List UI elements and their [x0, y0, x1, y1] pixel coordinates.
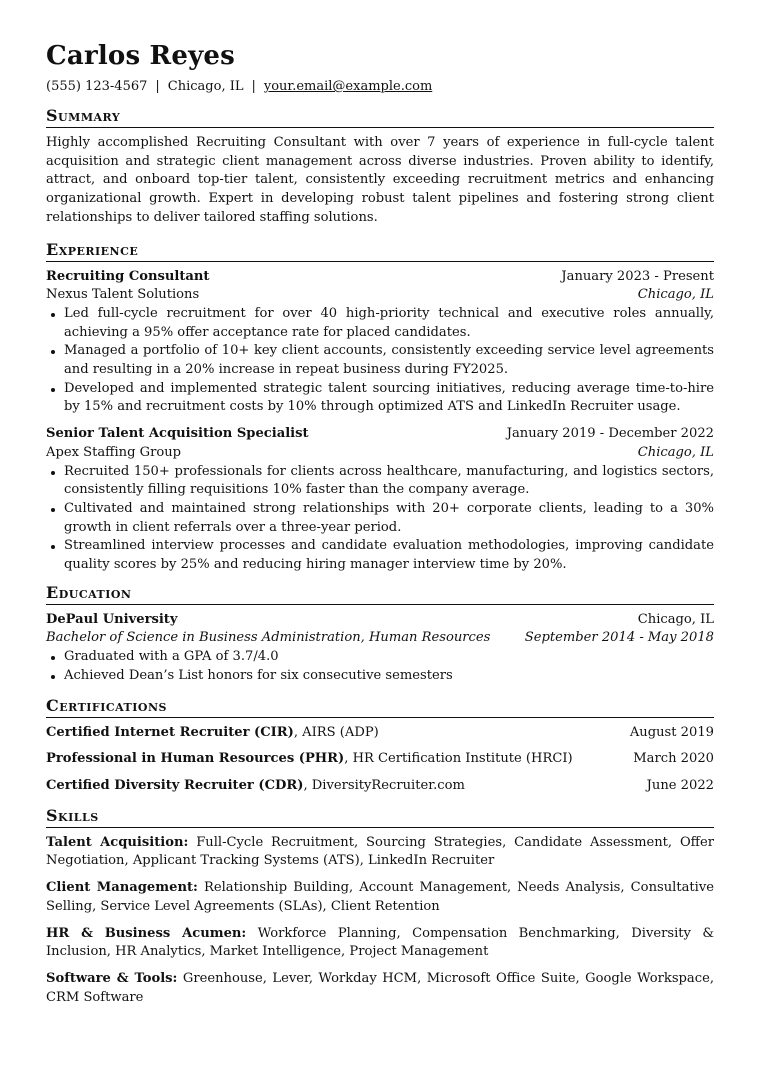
separator: |: [155, 79, 160, 94]
job-title: Senior Talent Acquisition Specialist: [46, 426, 309, 442]
skill-row: [46, 925, 714, 962]
certification-date: March 2020: [633, 751, 714, 767]
certification-name: Professional in Human Resources (PHR): [46, 751, 345, 767]
skills-section: [46, 806, 714, 1008]
certification-issuer: , HR Certification Institute (HRCI): [344, 751, 573, 767]
separator: |: [251, 79, 256, 94]
certification-name: Certified Diversity Recruiter (CDR): [46, 777, 304, 793]
certification-row: [46, 777, 714, 796]
skill-text: Relationship Building, Account Management, Needs Analysis, Consultative Selling, Service Level Agreements (SLAs), Client Retention: [46, 880, 715, 914]
list-item: Achieved Dean’s List honors for six consecutive semesters: [64, 667, 714, 686]
certifications-heading: Certifications: [46, 696, 714, 718]
certification-date: June 2022: [646, 777, 714, 793]
list-item: Developed and implemented strategic talent sourcing initiatives, reducing average time-to-hire by 15% and recruitment costs by 10% through optimized ATS and LinkedIn Recruiter usage.: [64, 380, 714, 417]
certification-name: Certified Internet Recruiter (CIR): [46, 724, 294, 740]
job-entry: [46, 268, 714, 418]
job-entry: [46, 425, 714, 575]
company-name: Apex Staffing Group: [46, 444, 182, 460]
certification-date: August 2019: [629, 724, 714, 740]
job-location: Chicago, IL: [637, 444, 714, 460]
degree: Bachelor of Science in Business Administration, Human Resources: [46, 630, 491, 646]
skill-label: Client Management:: [46, 880, 198, 896]
job-bullets: [46, 463, 714, 575]
candidate-name: Carlos Reyes: [46, 41, 235, 71]
education-dates: September 2014 - May 2018: [524, 630, 714, 646]
skill-row: [46, 970, 714, 1007]
certification-row: [46, 724, 714, 743]
list-item: Led full-cycle recruitment for over 40 high-priority technical and executive roles annually, achieving a 95% offer acceptance rate for placed candidates.: [64, 305, 714, 342]
list-item: Streamlined interview processes and candidate evaluation methodologies, improving candidate quality scores by 25% and reducing hiring manager interview time by 20%.: [64, 537, 714, 574]
list-item: Graduated with a GPA of 3.7/4.0: [64, 648, 714, 667]
skill-text: Greenhouse, Lever, Workday HCM, Microsoft Office Suite, Google Workspace, CRM Software: [46, 970, 714, 1005]
certification-issuer: , DiversityRecruiter.com: [303, 777, 465, 793]
summary-text: Highly accomplished Recruiting Consultant with over 7 years of experience in full-cycle talent acquisition and strategic client management across diverse industries. Proven ability to identify, attract, and onboard top-tier talent, consistently exceeding recruitment metrics and enhancing organizational growth. Expert in developing robust talent pipelines and fostering strong client relationships to deliver tailored staffing solutions.: [46, 135, 714, 225]
education-section: [46, 583, 714, 686]
certification-row: [46, 750, 714, 769]
job-dates: January 2023 - Present: [561, 268, 714, 284]
job-title: Recruiting Consultant: [46, 268, 210, 284]
company-name: Nexus Talent Solutions: [46, 287, 200, 303]
education-bullets: [46, 648, 714, 685]
certifications-section: [46, 696, 714, 796]
job-location: Chicago, IL: [637, 287, 714, 303]
list-item: Managed a portfolio of 10+ key client accounts, consistently exceeding service level agreements and resulting in a 20% increase in repeat business during FY2025.: [64, 342, 714, 379]
skill-label: HR & Business Acumen:: [46, 925, 247, 941]
skill-row: [46, 879, 714, 916]
school-location: Chicago, IL: [637, 611, 714, 627]
skills-heading: Skills: [46, 806, 714, 828]
list-item: Recruited 150+ professionals for clients across healthcare, manufacturing, and logistics sectors, consistently filling requisitions 10% faster than the company average.: [64, 463, 714, 500]
summary-heading: Summary: [46, 106, 714, 128]
certification-issuer: , AIRS (ADP): [293, 724, 379, 740]
skill-text: Workforce Planning, Compensation Benchmarking, Diversity & Inclusion, HR Analytics, Market Intelligence, Project Management: [46, 925, 714, 960]
job-bullets: [46, 305, 714, 417]
location: Chicago, IL: [167, 79, 244, 94]
phone-number: (555) 123-4567: [46, 79, 148, 94]
experience-heading: Experience: [46, 240, 714, 262]
job-dates: January 2019 - December 2022: [506, 426, 714, 442]
skill-text: Full-Cycle Recruitment, Sourcing Strategies, Candidate Assessment, Offer Negotiation, Applicant Tracking Systems (ATS), LinkedIn Recruiter: [46, 834, 714, 869]
list-item: Cultivated and maintained strong relationships with 20+ corporate clients, leading to a 30% growth in client referrals over a three-year period.: [64, 500, 714, 537]
contact-line: [46, 78, 714, 96]
education-heading: Education: [46, 583, 714, 605]
school-name: DePaul University: [46, 611, 178, 627]
skill-row: [46, 834, 714, 871]
skill-label: Software & Tools:: [46, 970, 178, 986]
skill-label: Talent Acquisition:: [46, 834, 189, 850]
email-link[interactable]: your.email@example.com: [263, 79, 433, 94]
